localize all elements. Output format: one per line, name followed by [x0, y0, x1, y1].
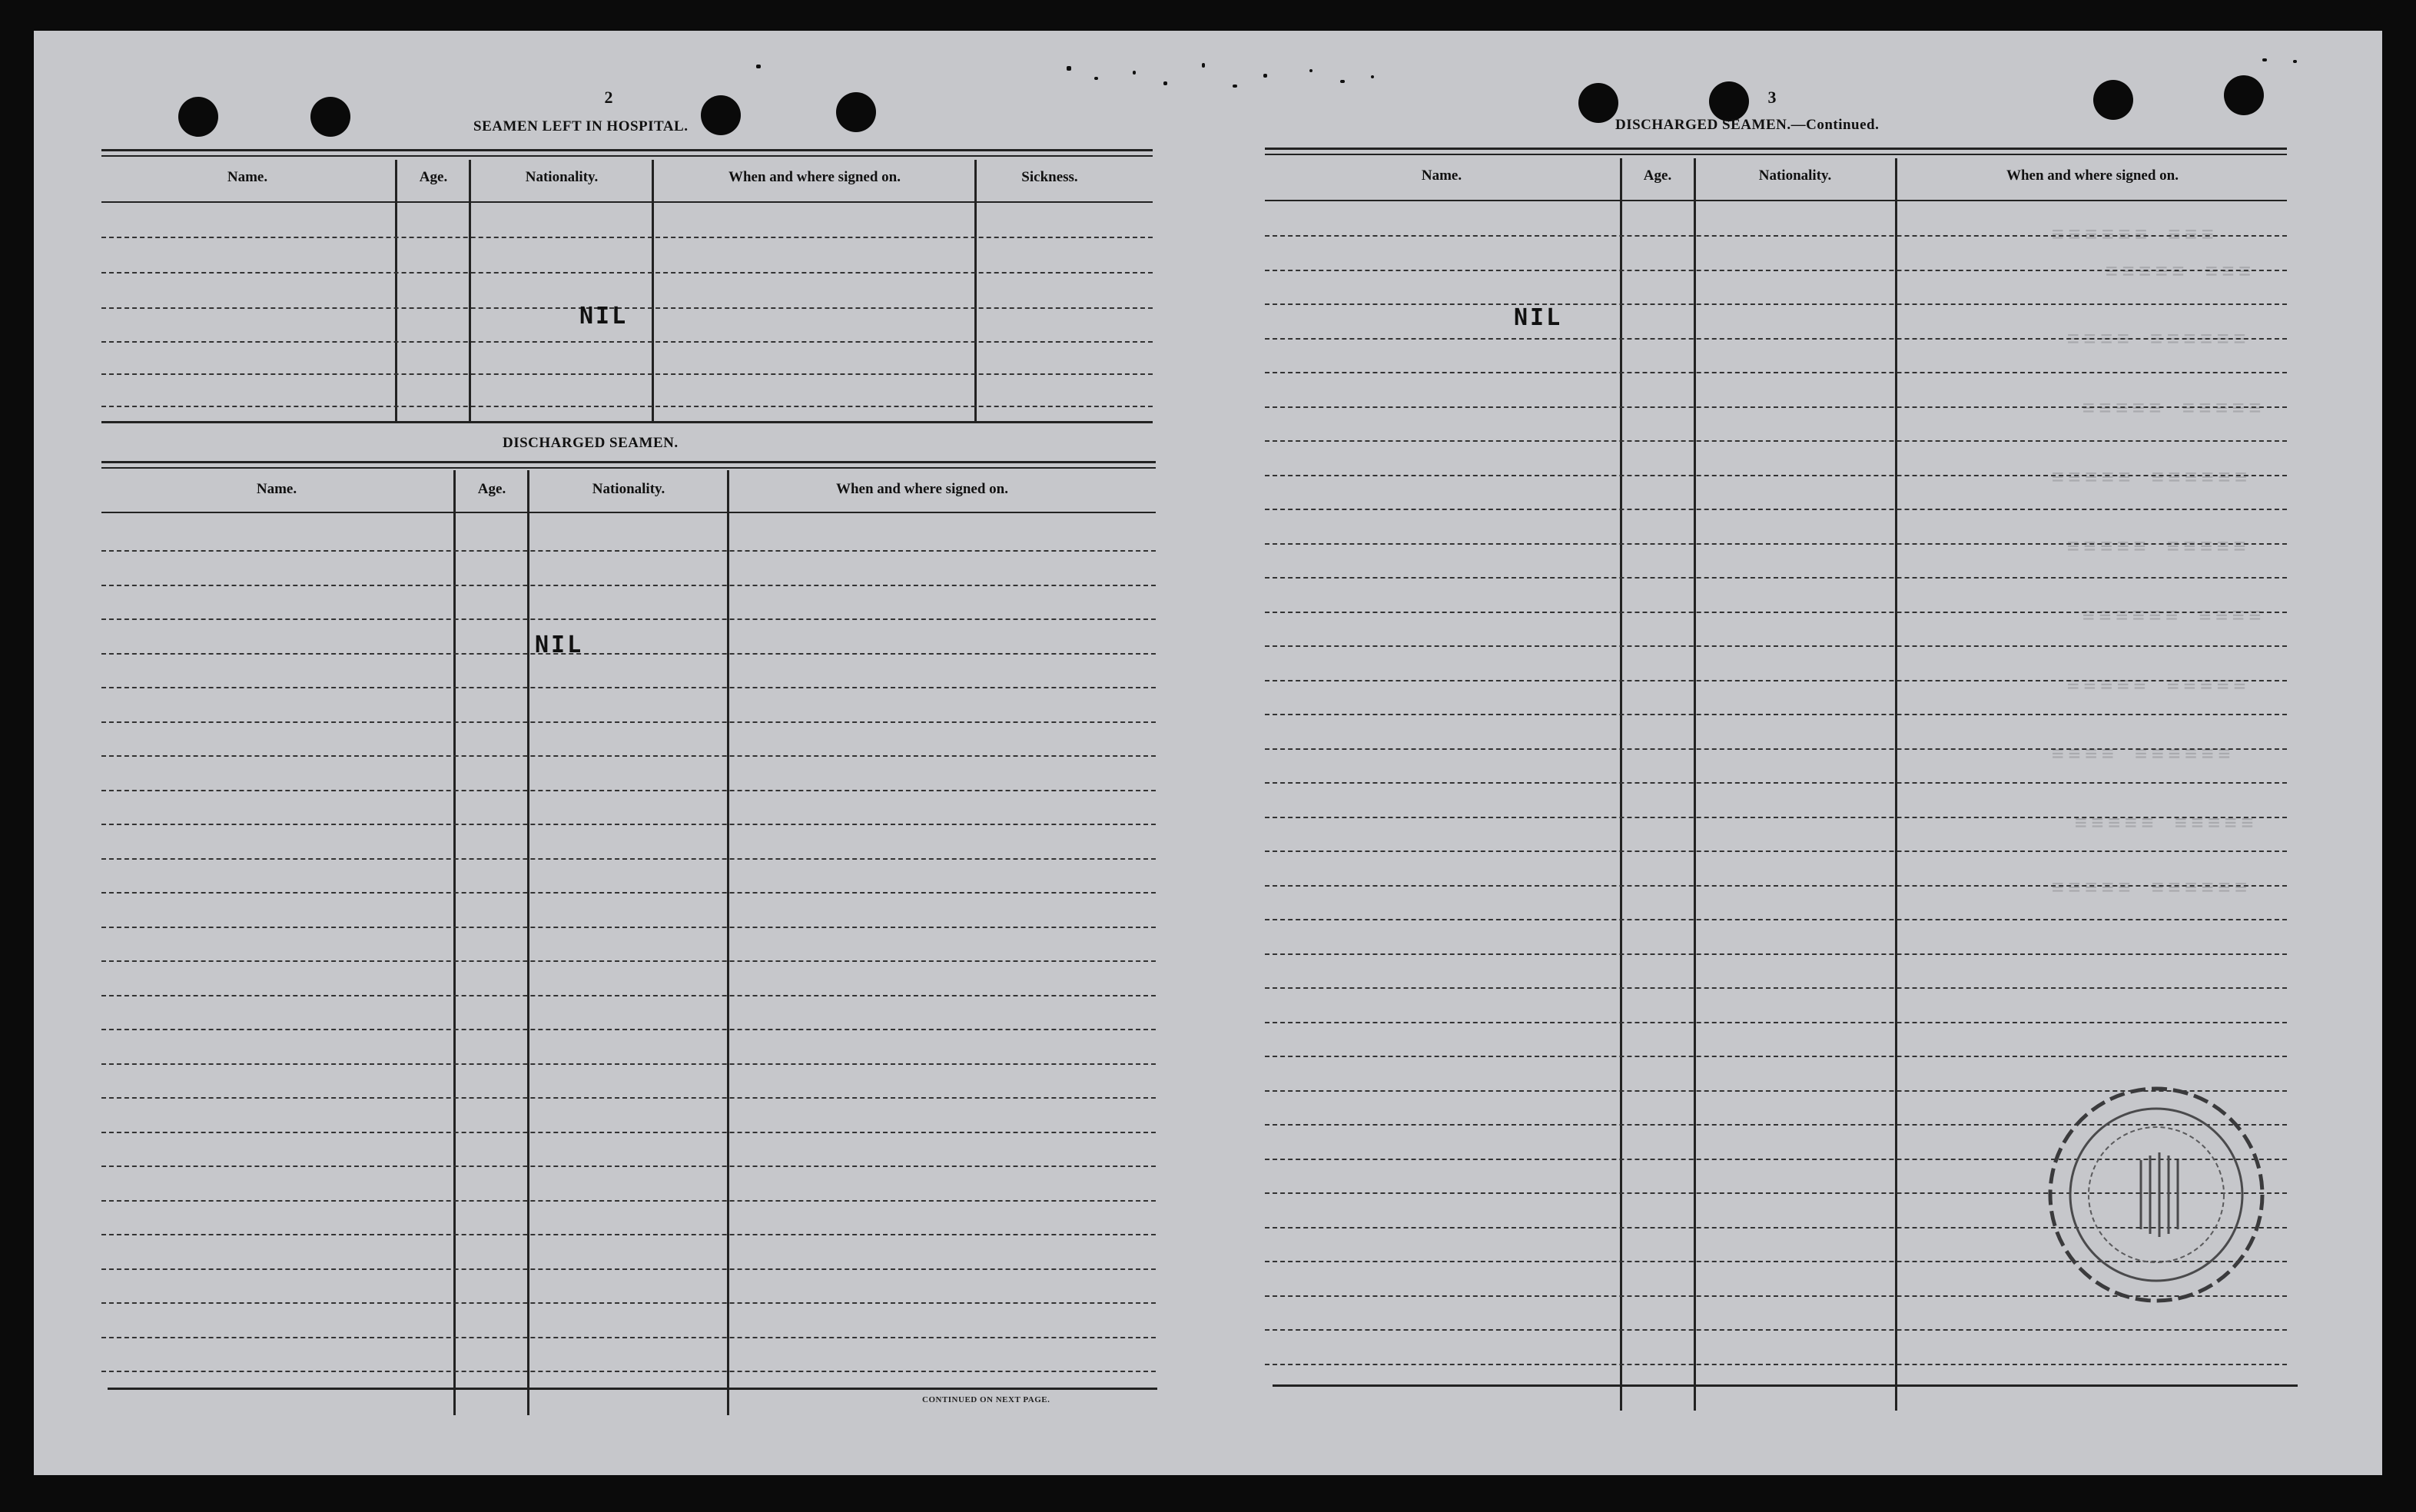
entry-line — [101, 1268, 1156, 1270]
bleed-through-mark: ≡≡≡≡≡≡ ≡≡≡≡ — [2063, 327, 2246, 350]
entry-line — [1265, 1364, 2287, 1365]
column-divider — [727, 470, 729, 1415]
entry-line — [101, 1097, 1156, 1099]
rule — [101, 467, 1156, 469]
circular-seal-stamp — [2033, 1076, 2279, 1314]
entry-line — [1265, 612, 2287, 613]
entry-line — [101, 373, 1153, 375]
col-age: Age. — [1643, 167, 1672, 184]
entry-line — [1265, 1329, 2287, 1331]
punch-hole — [836, 92, 876, 132]
entry-line — [101, 237, 1153, 238]
col-signed-on: When and where signed on. — [728, 169, 901, 185]
rule — [1265, 200, 2287, 201]
col-nationality: Nationality. — [525, 169, 599, 185]
punch-hole — [310, 97, 350, 137]
entry-line — [1265, 577, 2287, 579]
col-signed-on: When and where signed on. — [835, 481, 1008, 497]
rule — [101, 149, 1153, 151]
column-divider — [1895, 158, 1897, 1411]
entry-line — [101, 618, 1156, 620]
col-name: Name. — [227, 169, 268, 185]
entry-line — [101, 1302, 1156, 1304]
entry-line — [101, 272, 1153, 274]
col-name: Name. — [256, 481, 297, 497]
ink-speck — [1309, 69, 1313, 72]
ink-speck — [1371, 75, 1374, 78]
entry-line — [101, 653, 1156, 655]
punch-hole — [2224, 75, 2264, 115]
rule — [101, 201, 1153, 203]
entry-line — [1265, 850, 2287, 852]
bleed-through-mark: ≡≡≡≡≡ ≡≡≡≡≡ — [2078, 396, 2262, 419]
punch-hole — [1578, 83, 1618, 123]
column-divider — [469, 160, 471, 421]
section-title-text: DISCHARGED SEAMEN. — [1615, 117, 1791, 133]
ink-speck — [1094, 77, 1098, 80]
ink-speck — [1340, 80, 1345, 83]
entry-line — [1265, 372, 2287, 373]
entry-line — [1265, 270, 2287, 271]
discharged-continued-title — [1615, 117, 1879, 134]
continued-note: CONTINUED ON NEXT PAGE. — [922, 1395, 1050, 1404]
entry-line — [101, 824, 1156, 825]
punch-hole — [1709, 81, 1749, 121]
punch-hole — [2093, 80, 2133, 120]
ink-speck — [2293, 60, 2297, 63]
column-divider — [1620, 158, 1622, 1411]
entry-line — [101, 1063, 1156, 1065]
bleed-through-mark: ≡≡≡≡ ≡≡≡≡≡≡ — [2078, 604, 2262, 627]
rule — [1265, 148, 2287, 150]
entry-line — [1265, 714, 2287, 715]
entry-line — [101, 790, 1156, 791]
page-number-left: 2 — [604, 88, 613, 107]
entry-line — [1265, 748, 2287, 750]
ink-speck — [1233, 85, 1237, 88]
column-divider — [395, 160, 397, 421]
col-name: Name. — [1421, 167, 1462, 184]
entry-line — [1265, 338, 2287, 340]
entry-line — [1265, 543, 2287, 545]
ink-speck — [756, 65, 761, 68]
column-divider — [1694, 158, 1696, 1411]
bleed-through-mark: ≡≡≡≡≡≡ ≡≡≡≡≡ — [2047, 876, 2247, 899]
entry-line — [101, 687, 1156, 688]
bleed-through-mark: ≡≡≡≡≡ ≡≡≡≡≡ — [2070, 811, 2254, 834]
nil-entry: NIL — [579, 303, 629, 330]
rule — [101, 512, 1156, 513]
entry-line — [101, 721, 1156, 723]
nil-entry: NIL — [535, 632, 584, 658]
bleed-through-mark: ≡≡≡≡≡≡ ≡≡≡≡ — [2047, 742, 2231, 765]
entry-line — [1265, 645, 2287, 647]
bleed-through-mark: ≡≡≡ ≡≡≡≡≡≡ — [2047, 223, 2214, 246]
entry-line — [101, 550, 1156, 552]
punch-hole — [701, 95, 741, 135]
entry-line — [101, 1200, 1156, 1202]
section-title-suffix: —Continued. — [1790, 117, 1880, 133]
ink-speck — [1163, 81, 1167, 85]
bleed-through-mark: ≡≡≡≡≡ ≡≡≡≡≡ — [2063, 673, 2246, 696]
entry-line — [101, 1132, 1156, 1133]
ink-speck — [1263, 74, 1267, 78]
entry-line — [1265, 817, 2287, 818]
entry-line — [1265, 406, 2287, 408]
entry-line — [101, 892, 1156, 894]
col-nationality: Nationality. — [592, 481, 665, 497]
rule — [1265, 154, 2287, 155]
entry-line — [1265, 953, 2287, 955]
rule — [101, 421, 1153, 423]
entry-line — [1265, 303, 2287, 305]
bleed-through-mark: ≡≡≡≡≡ ≡≡≡≡≡ — [2063, 535, 2246, 558]
entry-line — [1265, 919, 2287, 920]
ink-speck — [1133, 71, 1136, 75]
page-number-right: 3 — [1767, 88, 1777, 107]
col-age: Age. — [477, 481, 506, 497]
ink-speck — [1067, 66, 1071, 71]
entry-line — [101, 1166, 1156, 1167]
entry-line — [101, 406, 1153, 407]
entry-line — [101, 927, 1156, 928]
column-divider — [527, 470, 529, 1415]
entry-line — [101, 1234, 1156, 1235]
rule — [1273, 1384, 2298, 1387]
entry-line — [1265, 235, 2287, 237]
entry-line — [101, 1029, 1156, 1030]
column-divider — [652, 160, 654, 421]
col-sickness: Sickness. — [1021, 169, 1078, 185]
entry-line — [101, 1371, 1156, 1372]
bleed-through-mark: ≡≡≡≡≡≡ ≡≡≡≡≡ — [2047, 466, 2247, 489]
punch-hole — [178, 97, 218, 137]
entry-line — [101, 1337, 1156, 1338]
entry-line — [1265, 475, 2287, 476]
col-signed-on: When and where signed on. — [2006, 167, 2179, 184]
entry-line — [1265, 680, 2287, 681]
entry-line — [1265, 987, 2287, 989]
col-age: Age. — [419, 169, 448, 185]
rule — [108, 1388, 1157, 1390]
ink-speck — [2262, 58, 2267, 61]
entry-line — [1265, 782, 2287, 784]
rule — [101, 461, 1156, 463]
entry-line — [101, 960, 1156, 962]
column-divider — [974, 160, 977, 421]
entry-line — [101, 341, 1153, 343]
rule — [101, 155, 1153, 157]
discharged-section-title: DISCHARGED SEAMEN. — [503, 435, 679, 451]
hospital-section-title: SEAMEN LEFT IN HOSPITAL. — [473, 118, 689, 134]
column-divider — [453, 470, 456, 1415]
entry-line — [101, 858, 1156, 860]
entry-line — [1265, 509, 2287, 510]
entry-line — [1265, 1022, 2287, 1023]
nil-entry: NIL — [1514, 304, 1563, 331]
entry-line — [101, 995, 1156, 996]
bleed-through-mark: ≡≡≡ ≡≡≡≡≡ — [2101, 260, 2251, 283]
entry-line — [1265, 885, 2287, 887]
entry-line — [101, 585, 1156, 586]
col-nationality: Nationality. — [1758, 167, 1832, 184]
entry-line — [1265, 440, 2287, 442]
ledger-sheet — [34, 31, 2382, 1475]
entry-line — [1265, 1056, 2287, 1057]
entry-line — [101, 755, 1156, 757]
ink-speck — [1202, 63, 1205, 68]
